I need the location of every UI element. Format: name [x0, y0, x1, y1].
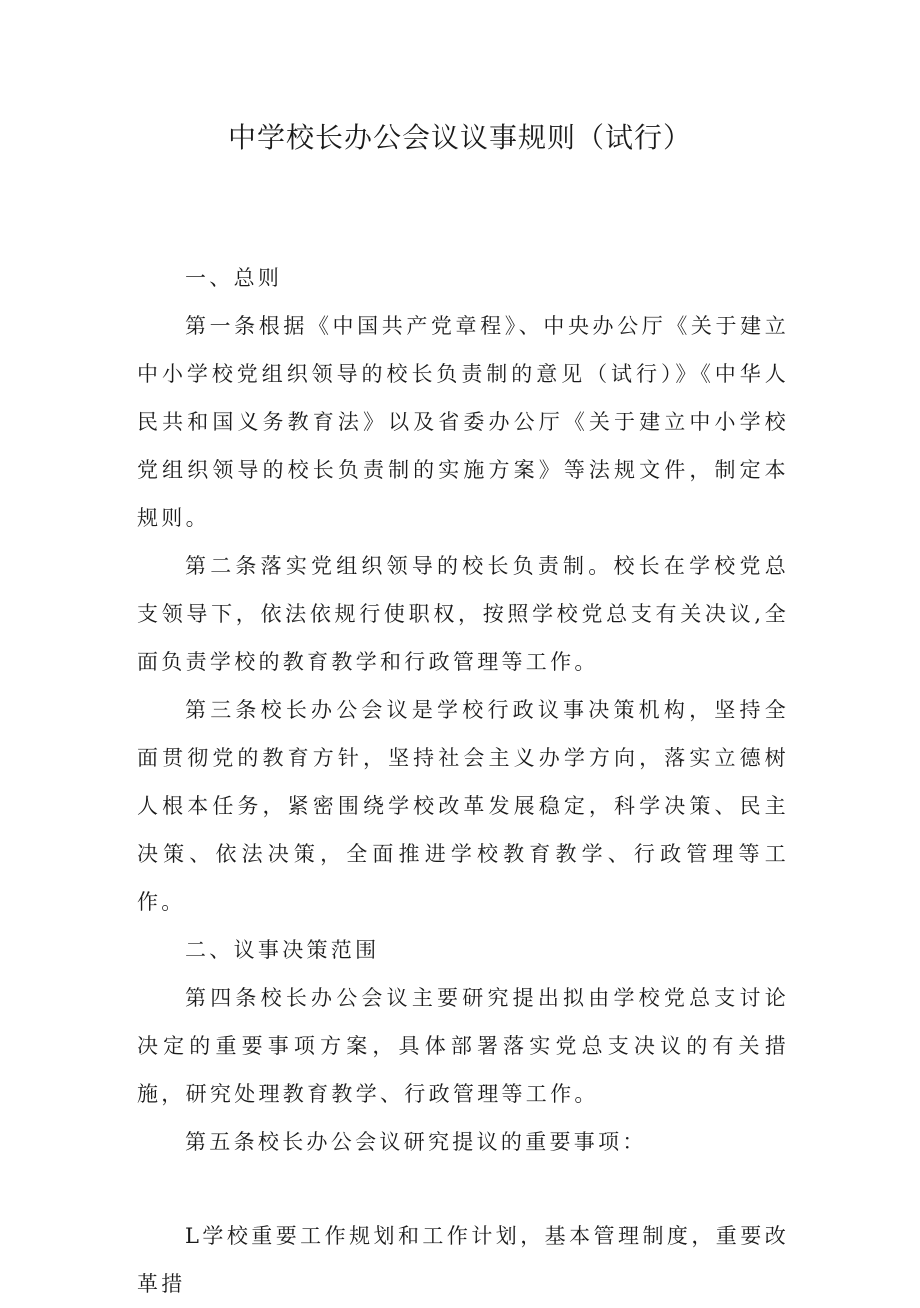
document-title: 中学校长办公会议议事规则（试行） [227, 121, 692, 154]
article-4-paragraph: 第四条校长办公会议主要研究提出拟由学校党总支讨论决定的重要事项方案，具体部署落实党总支决议的有关措施，研究处理教育教学、行政管理等工作。 [137, 986, 789, 1106]
article-3-paragraph: 第三条校长办公会议是学校行政议事决策机构，坚持全面贯彻党的教育方针，坚持社会主义办学方向，落实立德树人根本任务，紧密围绕学校改革发展稳定，科学决策、民主决策、依法决策，全面推进学校教育教学、行政管理等工作。 [137, 698, 789, 914]
article-2-paragraph: 第二条落实党组织领导的校长负责制。校长在学校党总支领导下，依法依规行使职权，按照学校党总支有关决议,全面负责学校的教育教学和行政管理等工作。 [137, 554, 789, 674]
list-item-1: L学校重要工作规划和工作计划，基本管理制度，重要改革措 [137, 1224, 789, 1296]
article-5-paragraph: 第五条校长办公会议研究提议的重要事项： [185, 1130, 647, 1154]
section-heading-scope: 二、议事决策范围 [185, 938, 380, 962]
document-body [137, 254, 789, 1308]
section-heading-general: 一、总则 [185, 266, 283, 290]
article-1-paragraph: 第一条根据《中国共产党章程》、中央办公厅《关于建立中小学校党组织领导的校长负责制的意见（试行）》《中华人民共和国义务教育法》以及省委办公厅《关于建立中小学校党组织领导的校长负责制的实施方案》等法规文件，制定本规则。 [137, 314, 789, 530]
